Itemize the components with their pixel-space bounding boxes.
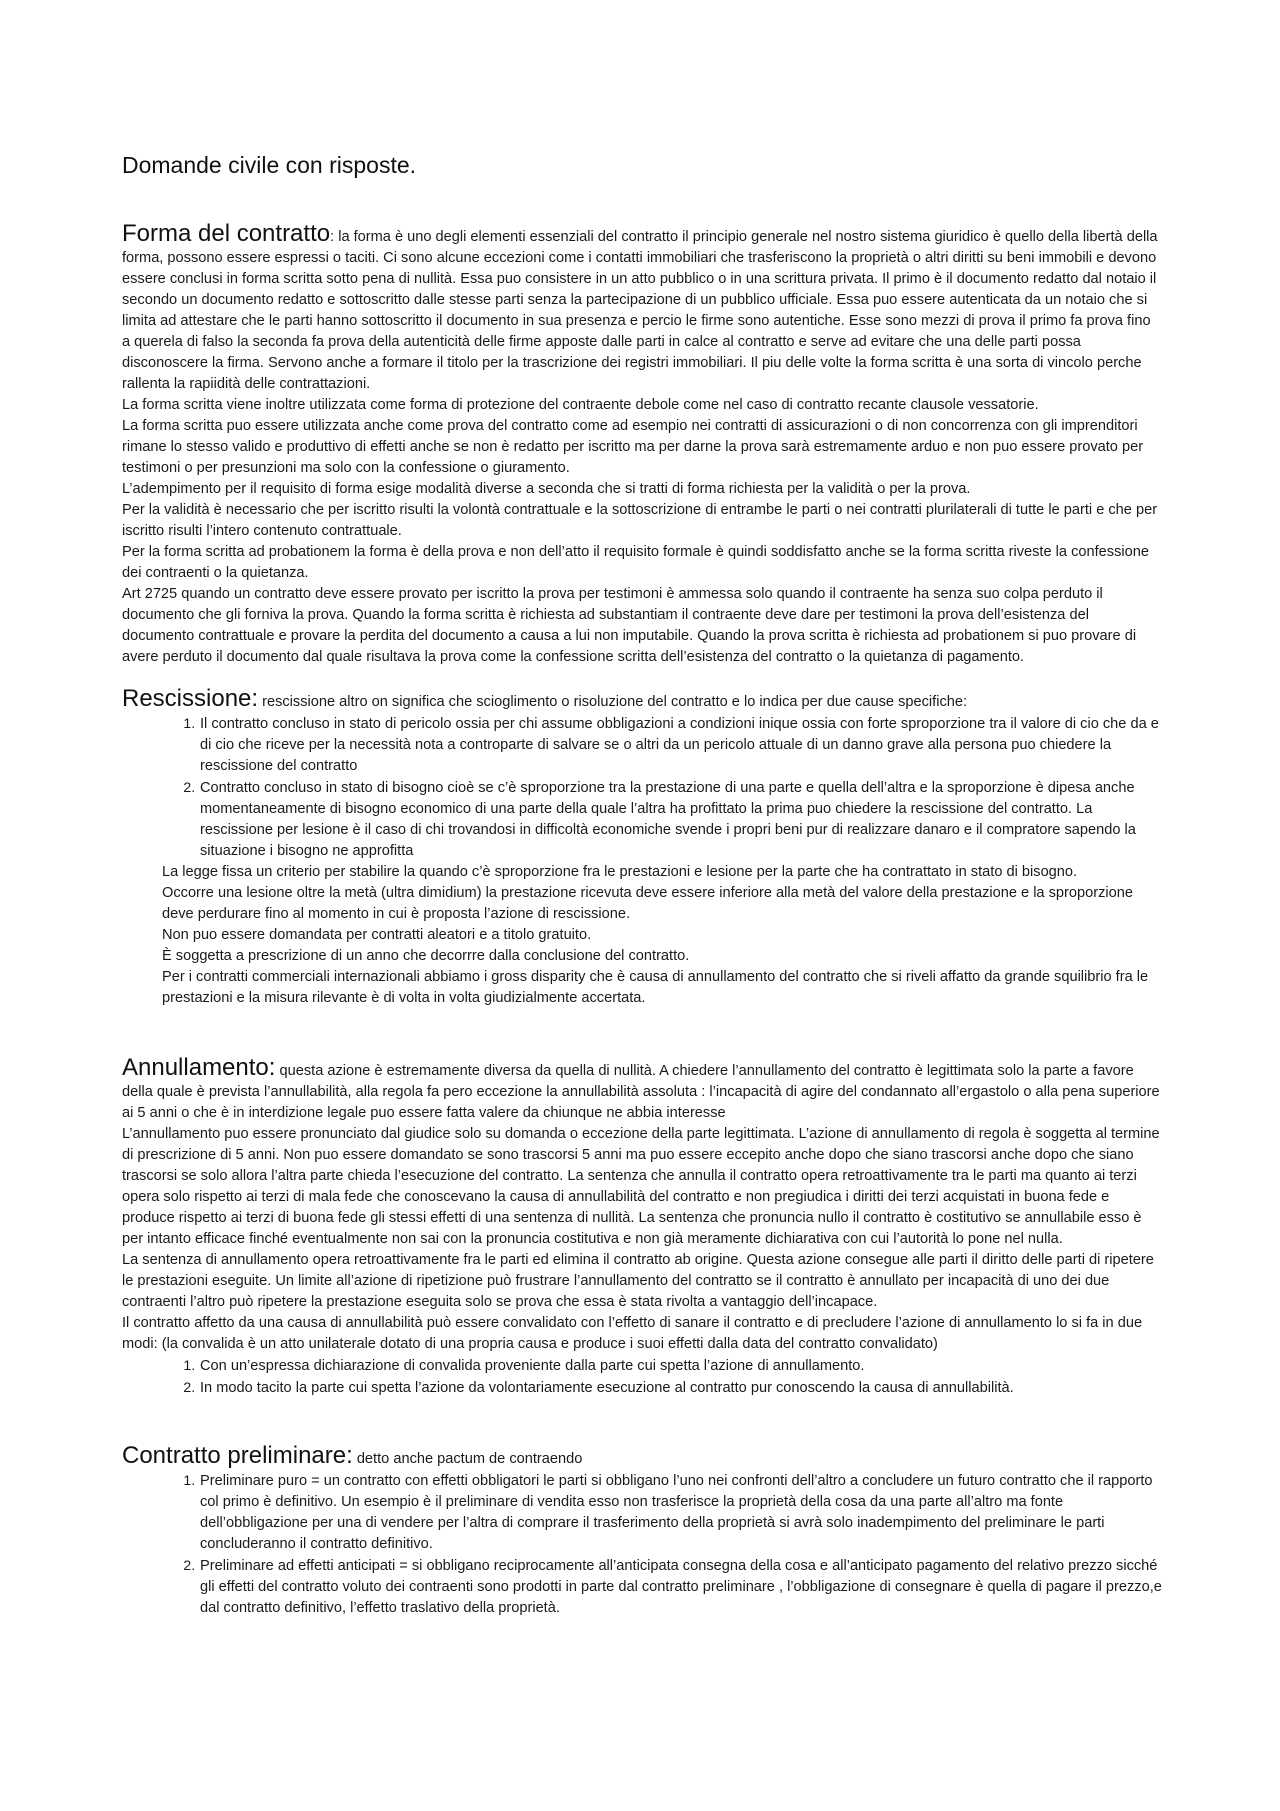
annullamento-heading: Annullamento: xyxy=(122,1054,276,1081)
forma-paragraph: Art 2725 quando un contratto deve essere provato per iscritto la prova per testimoni è ammessa solo quando il contraente ha senza suo colpa perduto il documento che gli forniva la prova. Quando la forma scritta è richiesta ad substantiam il contraente deve dare per testimoni la prova dell’esistenza del documento contrattuale e provare la perdita del documento a causa a lui non imputabile. Quando la prova scritta è richiesta ad probationem si puo provare di avere perduto il documento dal quale risultava la prova come la confessione scritta dell’esistenza del contratto o la quietanza di pagamento. xyxy=(122,586,1137,665)
list-item: 1. Preliminare puro = un contratto con effetti obbligatori le parti si obbligano l’uno nei confronti dell’altro a concludere un futuro contratto che il rapporto col primo è definitivo. Un esempio è il preliminare di vendita esso non trasferisce la proprietà della cosa da una parte all’altro ma fonte dell’obbligazione per una di vendere per l’altra di comprare il trasferimento della proprietà si avrà solo inadempimento del preliminare le parti concluderanno il contratto definitivo. xyxy=(199,1470,1162,1555)
annullamento-paragraph: Il contratto affetto da una causa di annullabilità può essere convalidato con l’effetto di sanare il contratto e di precludere l’azione di annullamento lo si fa in due modi: (la convalida è un atto unilaterale dotato di una propria causa e produce i suoi effetti dalla data del contratto convalidato) xyxy=(122,1315,1143,1352)
list-item: 1. Con un’espressa dichiarazione di convalida proveniente dalla parte cui spetta l’azione di annullamento. xyxy=(199,1355,1162,1377)
rescissione-paragraph: Non puo essere domandata per contratti aleatori e a titolo gratuito. xyxy=(162,927,592,943)
section-rescissione xyxy=(122,685,1162,1009)
list-item: 1. Il contratto concluso in stato di pericolo ossia per chi assume obbligazioni a condizioni inique ossia con forte sproporzione tra il valore di cio che da e di cio che riceve per la necessità nota a controparte di salvare se o altri da un pericolo attuale di un danno grave alla persona puo chiedere la rescissione del contratto xyxy=(199,713,1162,777)
document-title: Domande civile con risposte. xyxy=(122,152,417,178)
rescissione-paragraph: È soggetta a prescrizione di un anno che decorrre dalla conclusione del contratto. xyxy=(162,948,690,964)
section-forma-del-contratto xyxy=(122,220,1162,668)
annullamento-list xyxy=(122,1355,1162,1399)
forma-heading: Forma del contratto xyxy=(122,220,331,247)
forma-intro-paragraph xyxy=(122,220,1162,395)
annullamento-paragraph: L’annullamento puo essere pronunciato dal giudice solo su domanda o eccezione della parte legittimata. L’azione di annullamento di regola è soggetta al termine di prescrizione di 5 anni. Non puo essere domandato se sono trascorsi 5 anni ma puo essere eccepito anche dopo che siano trascorsi anche dopo che siano trascorsi se solo allora l’altra parte chieda l’esecuzione del contratto. La sentenza che annulla il contratto opera retroattivamente tra le parti ma quanto ai terzi opera solo rispetto ai terzi di mala fede che conoscevano la causa di annullabilità del contratto e non pregiudica i diritti dei terzi acquistati in buona fede e produce rispetto ai terzi di buona fede gli stessi effetti di una sentenza di nullità. La sentenza che pronuncia nullo il contratto è costitutivo se annullabile esso è per intanto efficace finché eventualmente non sai con la pronuncia costitutiva e non già meramente dichiarativa con cui l’autorità lo pone nel nulla. xyxy=(122,1126,1160,1247)
annullamento-paragraph: La sentenza di annullamento opera retroattivamente fra le parti ed elimina il contratto ab origine. Questa azione consegue alle parti il diritto delle parti di ripetere le prestazioni eseguite. Un limite all’azione di ripetizione può frustrare l’annullamento del contratto se il contratto è annullato per incapacità di uno dei due contraenti l’altro può ripetere la prestazione eseguita solo se prova che essa è stata rivolta a vantaggio dell’incapace. xyxy=(122,1252,1154,1310)
list-item: 2. Contratto concluso in stato di bisogno cioè se c’è sproporzione tra la prestazione di una parte e quella dell’altra e la sproporzione è dipesa anche momentaneamente di bisogno economico di una parte della quale l’altra ha profittato la prima puo chiedere la rescissione del contratto. La rescissione per lesione è il caso di chi trovandosi in difficoltà economiche svende i propri beni pur di realizzare danaro e il compratore sapendo la situazione i bisogno ne approfitta xyxy=(199,777,1162,862)
list-item: 2. In modo tacito la parte cui spetta l’azione da volontariamente esecuzione al contratto pur conoscendo la causa di annullabilità. xyxy=(199,1377,1162,1399)
rescissione-heading: Rescissione: xyxy=(122,685,259,712)
forma-paragraph: La forma scritta puo essere utilizzata anche come prova del contratto come ad esempio nei contratti di assicurazioni o di non concorrenza con gli imprenditori rimane lo stesso valido e produttivo di effetti anche se non è redatto per iscritto ma per darne la prova sarà estremamente arduo e non puo essere provato per testimoni o per presunzioni ma solo con la confessione o giuramento. xyxy=(122,418,1144,476)
preliminare-list xyxy=(122,1470,1162,1619)
forma-paragraph: Per la validità è necessario che per iscritto risulti la volontà contrattuale e la sottoscrizione di entrambe le parti o nei contratti plurilaterali di tutte le parti e che per iscritto risulti l’intero contenuto contrattuale. xyxy=(122,502,1158,539)
forma-paragraph: La forma scritta viene inoltre utilizzata come forma di protezione del contraente debole come nel caso di contratto recante clausole vessatorie. xyxy=(122,397,1039,413)
forma-paragraph: L’adempimento per il requisito di forma esige modalità diverse a seconda che si tratti di forma richiesta per la validità o per la prova. xyxy=(122,481,971,497)
preliminare-heading: Contratto preliminare: xyxy=(122,1442,353,1469)
annullamento-intro-text: questa azione è estremamente diversa da quella di nullità. A chiedere l’annullamento del contratto è legittimata solo la parte a favore della quale è prevista l’annullabilità, alla regola fa pero eccezione la annullabilità assoluta : l’incapacità di agire del condannato all’ergastolo o alla pena superiore ai 5 anni o che è in interdizione legale puo essere fatta valere da chiunque ne abbia interesse xyxy=(122,1063,1160,1121)
rescissione-paragraph: Occorre una lesione oltre la metà (ultra dimidium) la prestazione ricevuta deve essere inferiore alla metà del valore della prestazione e la sproporzione deve perdurare fino al momento in cui è proposta l’azione di rescissione. xyxy=(162,885,1133,922)
rescissione-intro-text: rescissione altro on significa che scioglimento o risoluzione del contratto e lo indica per due cause specifiche: xyxy=(258,694,968,710)
rescissione-paragraph: Per i contratti commerciali internazionali abbiamo i gross disparity che è causa di annullamento del contratto che si riveli affatto da grande squilibrio fra le prestazioni e la misura rilevante è di volta in volta giudizialmente accertata. xyxy=(162,969,1149,1006)
section-annullamento xyxy=(122,1054,1162,1399)
rescissione-intro-paragraph xyxy=(122,685,1162,713)
forma-intro-text: : la forma è uno degli elementi essenziali del contratto il principio generale nel nostro sistema giuridico è quello della libertà della forma, possono essere espressi o taciti. Ci sono alcune eccezioni come i contatti immobiliari che trasferiscono la proprietà o altri diritti su beni immobili e devono essere conclusi in forma scritta sotto pena di nullità. Essa puo consistere in un atto pubblico o in una scrittura privata. Il primo è il documento redatto dal notaio il secondo un documento redatto e sottoscritto dalle stesse parti senza la partecipazione di un pubblico ufficiale. Essa puo essere autenticata da un notaio che si limita ad attestare che le parti hanno sottoscritto il documento in sua presenza e percio le firme sono autentiche. Esse sono mezzi di prova il primo fa prova fino a querela di falso la seconda fa prova della autenticità delle firme apposte dalle parti in calce al contratto e serve ad evitare che una delle parti possa disconoscere la firma. Servono anche a formare il titolo per la trascrizione dei registri immobiliari. Il piu delle volte la forma scritta è una sorta di vincolo perche rallenta la rapiidità delle contrattazioni. xyxy=(122,229,1158,392)
annullamento-intro-paragraph xyxy=(122,1054,1162,1124)
preliminare-intro-text: detto anche pactum de contraendo xyxy=(352,1451,583,1467)
rescissione-list xyxy=(122,713,1162,862)
list-item: 2. Preliminare ad effetti anticipati = si obbligano reciprocamente all’anticipata consegna della cosa e all’anticipato pagamento del relativo prezzo sicché gli effetti del contratto voluto dei contraenti sono prodotti in parte dal contratto preliminare , l’obbligazione di consegnare è quella di pagare il prezzo,e dal contratto definitivo, l’effetto traslativo della proprietà. xyxy=(199,1555,1162,1619)
rescissione-notes xyxy=(122,862,1162,1009)
forma-paragraph: Per la forma scritta ad probationem la forma è della prova e non dell’atto il requisito formale è quindi soddisfatto anche se la forma scritta riveste la confessione dei contraenti o la quietanza. xyxy=(122,544,1149,581)
section-contratto-preliminare xyxy=(122,1442,1162,1619)
preliminare-intro-paragraph xyxy=(122,1442,1162,1470)
rescissione-paragraph: La legge fissa un criterio per stabilire la quando c’è sproporzione fra le prestazioni e lesione per la parte che ha contrattato in stato di bisogno. xyxy=(162,864,1078,880)
